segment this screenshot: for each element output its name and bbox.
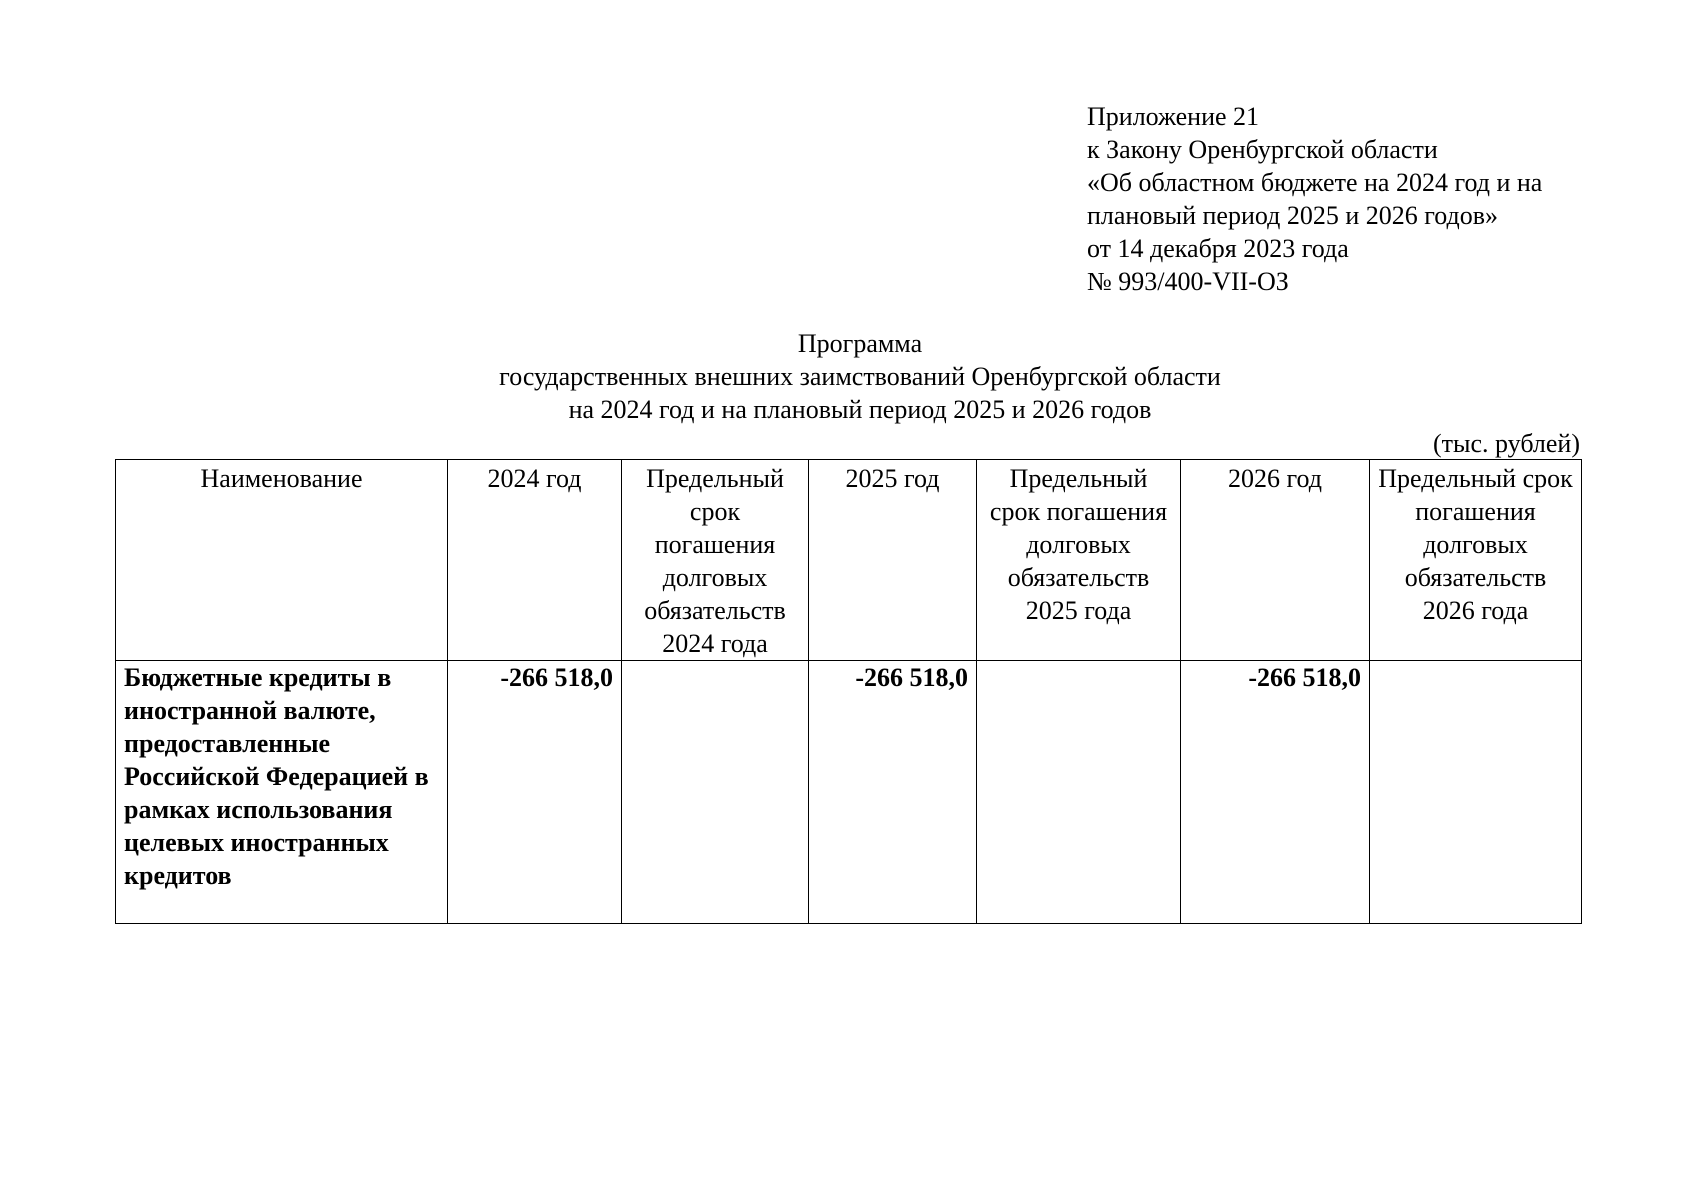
annex-reference	[1087, 100, 1647, 298]
header-term-2024: Предельный срок погашения долговых обязательств 2024 года	[622, 460, 809, 661]
header-year-2025: 2025 год	[809, 460, 977, 661]
header-name: Наименование	[116, 460, 448, 661]
title-line: Программа	[797, 329, 923, 358]
annex-line: № 993/400-VII-ОЗ	[1087, 267, 1289, 296]
header-year-2024: 2024 год	[448, 460, 622, 661]
value-2025: -266 518,0	[809, 661, 977, 924]
term-2026-cell	[1370, 661, 1582, 924]
units-note: (тыс. рублей)	[1432, 429, 1580, 458]
annex-line: «Об областном бюджете на 2024 год и на	[1087, 168, 1543, 197]
title-line: государственных внешних заимствований Оренбургской области	[499, 362, 1221, 391]
annex-line: плановый период 2025 и 2026 годов»	[1087, 201, 1499, 230]
header-year-2026: 2026 год	[1181, 460, 1370, 661]
header-term-2026: Предельный срок погашения долговых обязательств 2026 года	[1370, 460, 1582, 661]
term-2024-cell	[622, 661, 809, 924]
value-2024: -266 518,0	[448, 661, 622, 924]
annex-line: от 14 декабря 2023 года	[1087, 234, 1349, 263]
borrowing-program-table	[115, 459, 1582, 924]
table-row	[116, 661, 1582, 924]
header-term-2025: Предельный срок погашения долговых обязательств 2025 года	[977, 460, 1181, 661]
title-line: на 2024 год и на плановый период 2025 и 2026 годов	[568, 395, 1152, 424]
value-2026: -266 518,0	[1181, 661, 1370, 924]
term-2025-cell	[977, 661, 1181, 924]
document-title	[420, 327, 1300, 426]
annex-line: к Закону Оренбургской области	[1087, 135, 1438, 164]
annex-line: Приложение 21	[1087, 102, 1260, 131]
table-header-row	[116, 460, 1582, 661]
row-name: Бюджетные кредиты в иностранной валюте, предоставленные Российской Федерацией в рамках использования целевых иностранных кредитов	[116, 661, 448, 924]
